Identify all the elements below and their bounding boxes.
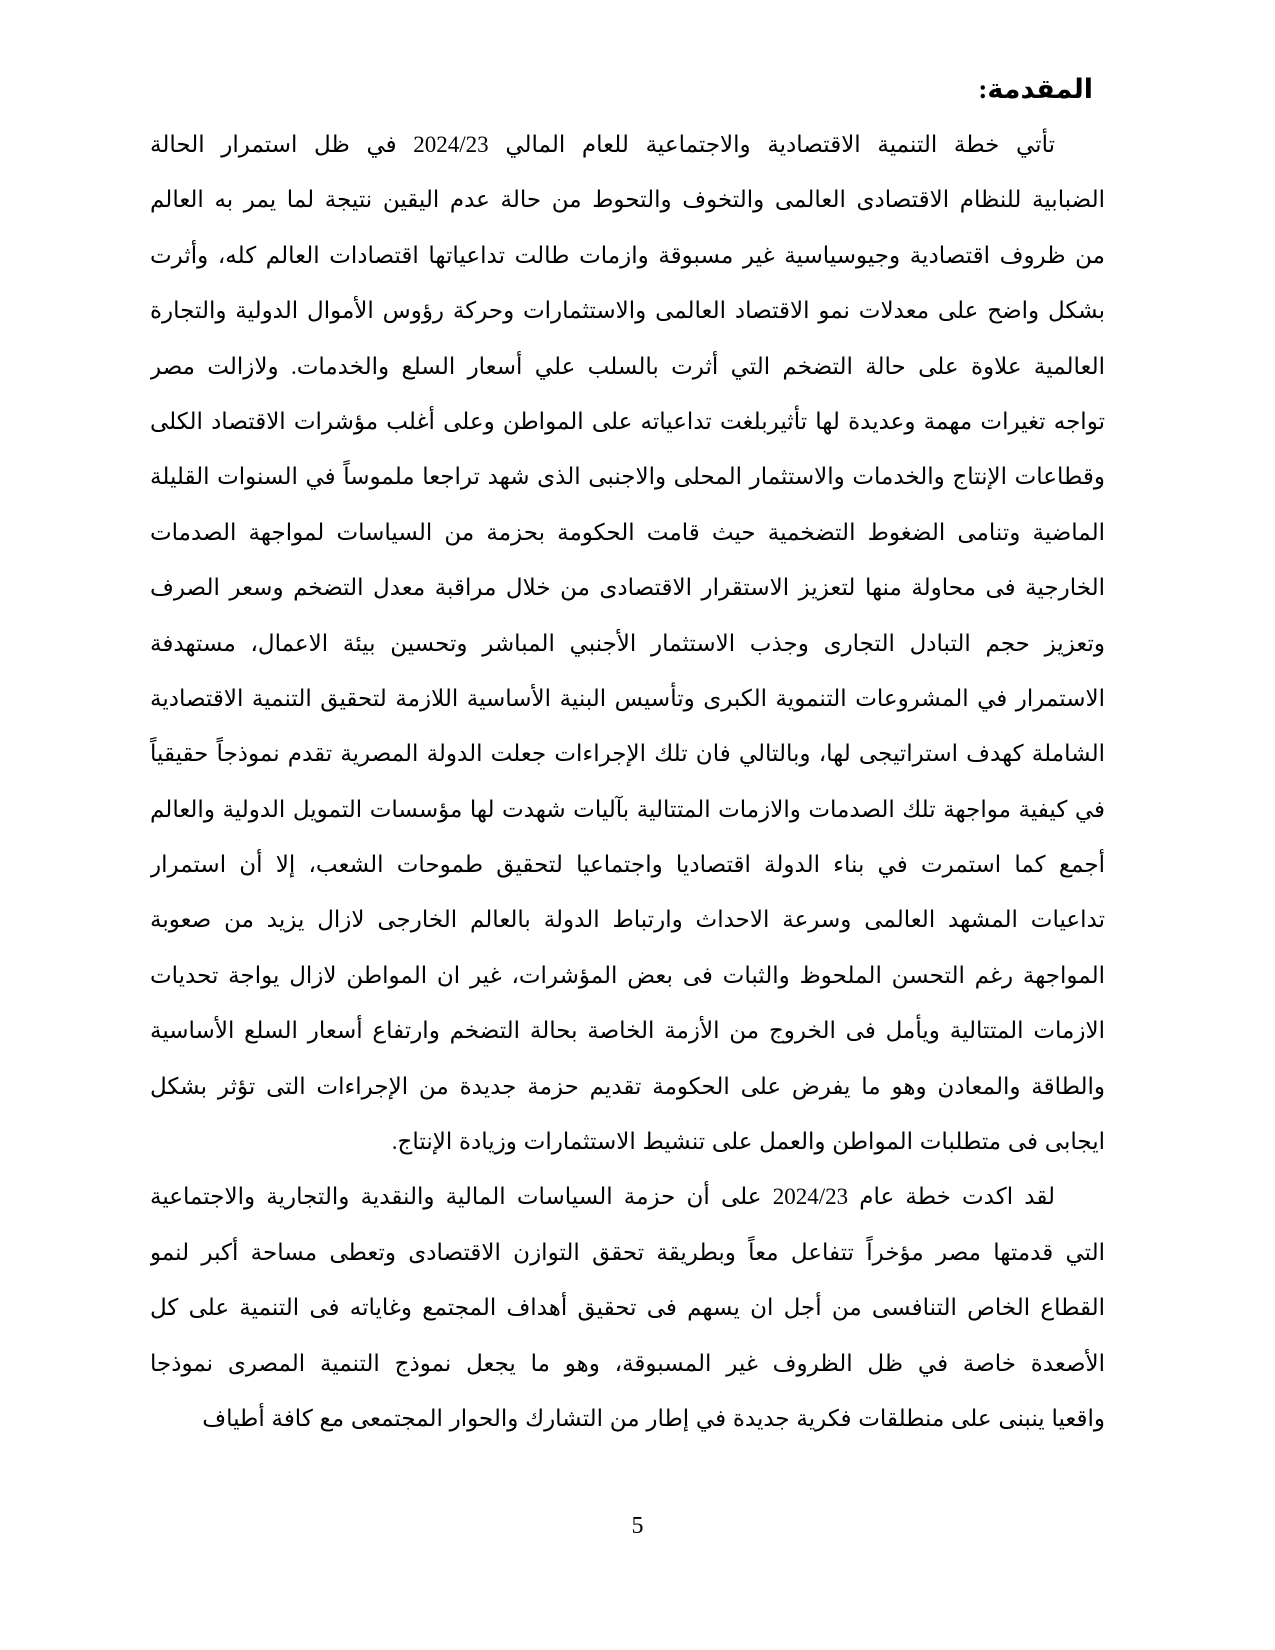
text-line: وتعزيز حجم التبادل التجارى وجذب الاستثمار الأجنبي المباشر وتحسين بيئة الاعمال، مستهدفة (150, 630, 1105, 656)
text-line: واقعيا ينبنى على منطلقات فكرية جديدة في إطار من التشارك والحوار المجتمعى مع كافة أطياف (202, 1405, 1105, 1431)
text-line: الأصعدة خاصة في ظل الظروف غير المسبوقة، وهو ما يجعل نموذج التنمية المصرى نموذجا (150, 1350, 1105, 1376)
text-line: الماضية وتنامى الضغوط التضخمية حيث قامت الحكومة بحزمة من السياسات لمواجهة الصدمات (150, 519, 1105, 545)
text-line: تداعيات المشهد العالمى وسرعة الاحداث وارتباط الدولة بالعالم الخارجى لازال يزيد من صعوبة (150, 907, 1105, 933)
text-line: التي قدمتها مصر مؤخراً تتفاعل معاً وبطريقة تحقق التوازن الاقتصادى وتعطى مساحة أكبر لنمو (150, 1239, 1105, 1265)
text-line: أجمع كما استمرت في بناء الدولة اقتصاديا واجتماعيا لتحقيق طموحات الشعب، إلا أن استمرار (150, 852, 1105, 878)
text-line: القطاع الخاص التنافسى من أجل ان يسهم فى تحقيق أهداف المجتمع وغاياته فى التنمية على كل (150, 1295, 1105, 1321)
text-line: الاستمرار في المشروعات التنموية الكبرى وتأسيس البنية الأساسية اللازمة لتحقيق التنمية الاقتصادية (150, 685, 1105, 711)
text-line: تواجه تغيرات مهمة وعديدة لها تأثيربلغت تداعياته على المواطن وعلى أغلب مؤشرات الاقتصاد الكلى (150, 408, 1105, 434)
text-line: الخارجية فى محاولة منها لتعزيز الاستقرار الاقتصادى من خلال مراقبة معدل التضخم وسعر الصرف (150, 575, 1105, 601)
text-line: والطاقة والمعادن وهو ما يفرض على الحكومة تقديم حزمة جديدة من الإجراءات التى تؤثر بشكل (150, 1073, 1105, 1099)
text-line: الضبابية للنظام الاقتصادى العالمى والتخوف والتحوط من حالة عدم اليقين نتيجة لما يمر به العالم (150, 187, 1105, 213)
document-body (150, 62, 1105, 1446)
text-line: الشاملة كهدف استراتيجى لها، وبالتالي فان تلك الإجراءات جعلت الدولة المصرية تقدم نموذجاً حقيقياً (150, 741, 1105, 767)
text-line: لقد اكدت خطة عام 2024/23 على أن حزمة السياسات المالية والنقدية والتجارية والاجتماعية (150, 1184, 1055, 1210)
paragraph-1 (150, 117, 1105, 1169)
text-line: الازمات المتتالية ويأمل فى الخروج من الأزمة الخاصة بحالة التضخم وارتفاع أسعار السلع الأساسية (150, 1018, 1105, 1044)
text-line: في كيفية مواجهة تلك الصدمات والازمات المتتالية بآليات شهدت لها مؤسسات التمويل الدولية والعالم (150, 796, 1105, 822)
text-line: المواجهة رغم التحسن الملحوظ والثبات فى بعض المؤشرات، غير ان المواطن لازال يواجة تحديات (150, 962, 1105, 988)
text-line: ايجابى فى متطلبات المواطن والعمل على تنشيط الاستثمارات وزيادة الإنتاج. (391, 1129, 1105, 1155)
text-line: من ظروف اقتصادية وجيوسياسية غير مسبوقة وازمات طالت تداعياتها اقتصادات العالم كله، وأثرت (150, 242, 1105, 268)
section-heading: المقدمة: (978, 74, 1093, 104)
text-line: العالمية علاوة على حالة التضخم التي أثرت بالسلب علي أسعار السلع والخدمات. ولازالت مصر (150, 353, 1105, 379)
text-line: وقطاعات الإنتاج والخدمات والاستثمار المحلى والاجنبى الذى شهد تراجعا ملموساً في السنوات القليلة (150, 464, 1105, 490)
text-line: بشكل واضح على معدلات نمو الاقتصاد العالمى والاستثمارات وحركة رؤوس الأموال الدولية والتجارة (150, 298, 1105, 324)
page-number: 5 (631, 1513, 644, 1539)
paragraph-2 (150, 1169, 1105, 1446)
text-line: تأتي خطة التنمية الاقتصادية والاجتماعية للعام المالي 2024/23 في ظل استمرار الحالة (150, 132, 1055, 157)
